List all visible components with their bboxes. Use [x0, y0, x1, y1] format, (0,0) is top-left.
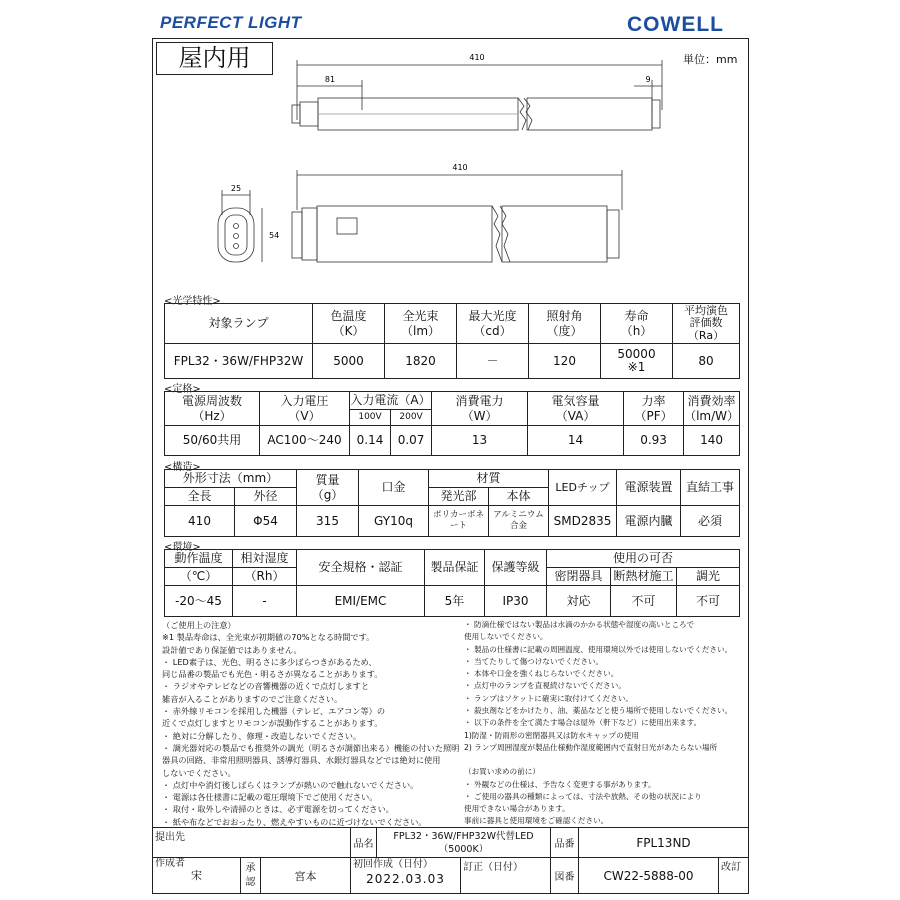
note-line: ・ 防滴仕様ではない製品は水滴のかかる状態や湿度の高いところで: [464, 620, 695, 629]
temp-unit: （℃）: [165, 568, 233, 586]
title-block: [152, 827, 749, 894]
optical-cell: 50000 ※1: [601, 344, 673, 379]
cap-header: 口金: [359, 470, 429, 506]
notes-right: [464, 619, 732, 828]
optical-header: 寿命 （h）: [601, 304, 673, 344]
note-line: ・ ラジオやテレビなどの音響機器の近くで点灯しますと: [162, 681, 370, 692]
rating-cell: 50/60共用: [165, 426, 260, 456]
dim-left: 81: [324, 75, 336, 84]
pf-header: 力率 （PF）: [624, 392, 684, 426]
structure-section-label: <構造>: [164, 462, 201, 473]
revised-label: 訂正（日付）: [461, 858, 551, 894]
warranty-header: 製品保証: [425, 550, 485, 586]
note-line: ・ ご使用の器具の種類によっては、寸法や放熱、その他の状況により: [464, 791, 702, 801]
created-cell: [351, 858, 461, 894]
note-line: ・ LED素子は、光色、明るさに多少ばらつきがあるため、: [162, 656, 377, 667]
approve-label: [241, 858, 261, 894]
brand-logo-perfect-light: PERFECT LIGHT: [160, 13, 302, 32]
created-date: 2022.03.03: [366, 872, 445, 886]
optical-cell: 1820: [385, 344, 457, 379]
notes-left: [162, 619, 459, 828]
optical-table: [164, 303, 740, 379]
optical-cell: 5000: [313, 344, 385, 379]
ip-header: 保護等級: [485, 550, 547, 586]
voltage-header: 入力電圧 （V）: [260, 392, 350, 426]
note-line: ・ 取付・取外しや清掃のときは、必ず電源を切ってください。: [162, 804, 394, 815]
weight-header: 質量 （g）: [297, 470, 359, 506]
note-line: ・ 点灯中や消灯後しばらくはランプが熱いので触れないでください。: [162, 779, 419, 790]
optical-cell: 80: [673, 344, 740, 379]
product-name: [377, 828, 551, 858]
environment-cell: EMI/EMC: [297, 586, 425, 617]
indoor-use-label: 屋内用: [156, 42, 273, 75]
dim-width: 25: [230, 184, 242, 193]
optical-cell: FPL32・36W/FHP32W: [165, 344, 313, 379]
note-line: 設計値であり保証値ではありません。: [162, 644, 302, 655]
environment-cell: 対応: [547, 586, 611, 617]
author-cell: [153, 858, 241, 894]
optical-header: 対象ランプ: [165, 304, 313, 344]
dim-right: 9: [645, 75, 651, 84]
length-header: 全長: [165, 488, 235, 506]
optical-header: 照射角 （度）: [529, 304, 601, 344]
chip-header: LEDチップ: [549, 470, 617, 506]
current-100v-header: 100V: [350, 410, 391, 426]
note-line: （お買い求めの前に）: [464, 767, 540, 777]
environment-cell: -: [233, 586, 297, 617]
diameter-header: 外径: [235, 488, 297, 506]
rating-cell: 0.07: [391, 426, 432, 456]
note-line: 1)防湿・防雨形の密閉器具又は防水キャップの使用: [464, 730, 639, 740]
note-line: 器具の回路、非常用照明器具、誘導灯器具、水銀灯器具などでは絶対に使用: [162, 755, 441, 766]
structure-cell: 必須: [681, 506, 740, 537]
approve-label-2: 認: [245, 876, 256, 888]
note-line: 近くで点灯しますとリモコンが誤動作することがあります。: [162, 718, 383, 729]
note-line: ・ 電源は各仕様書に記載の電圧環境下でご使用ください。: [162, 792, 378, 803]
structure-cell: ポリカーボネート: [429, 506, 489, 537]
revision-label: 改訂: [719, 858, 749, 894]
rating-cell: AC100～240: [260, 426, 350, 456]
note-line: ・ 外観などの仕様は、予告なく変更する事があります。: [464, 779, 656, 789]
rating-cell: 13: [432, 426, 528, 456]
structure-cell: Φ54: [235, 506, 297, 537]
note-line: ・ 以下の条件を全て満たす場合は屋外（軒下など）に使用出来ます。: [464, 718, 702, 728]
note-line: ・ ランプはソケットに確実に取付けてください。: [464, 693, 634, 703]
material-header: 材質: [429, 470, 549, 488]
note-line: ※1 製品寿命は、全光束が初期値の70%となる時間です。: [162, 632, 375, 643]
environment-section-label: <環境>: [164, 542, 201, 553]
structure-cell: 410: [165, 506, 235, 537]
note-line: 同じ品番の製品でも光色・明るさが異なることがあります。: [162, 669, 383, 680]
dim-total-mid: 410: [452, 163, 468, 172]
dimming-header: 調光: [677, 568, 740, 586]
product-name-line-1: FPL32・36W/FHP32W代替LED: [393, 830, 534, 842]
optical-header: 色温度 （K）: [313, 304, 385, 344]
current-200v-header: 200V: [391, 410, 432, 426]
optical-cell: －: [457, 344, 529, 379]
environment-cell: 5年: [425, 586, 485, 617]
optical-section-label: <光学特性>: [164, 296, 221, 307]
note-line: ・ 点灯中のランプを直視続けないでください。: [464, 681, 626, 691]
unit-label: 単位：mm: [683, 53, 738, 66]
brand-logo-cowell: COWELL: [627, 13, 724, 36]
dim-total-top: 410: [469, 53, 485, 62]
rating-cell: 0.93: [624, 426, 684, 456]
rating-section-label: <定格>: [164, 384, 201, 395]
environment-cell: -20～45: [165, 586, 233, 617]
technical-drawing: [152, 40, 749, 290]
optical-cell: 120: [529, 344, 601, 379]
structure-cell: アルミニウム合金: [489, 506, 549, 537]
structure-cell: SMD2835: [549, 506, 617, 537]
safety-header: 安全規格・認証: [297, 550, 425, 586]
note-line: ・ 殺虫剤などをかけたり、油、薬品などと使う場所で使用しないでください。: [464, 706, 733, 716]
note-line: （ご使用上の注意）: [162, 620, 236, 630]
dim-height: 54: [269, 231, 280, 240]
optical-header: 平均演色 評価数 （Ra）: [673, 304, 740, 344]
product-name-line-2: （5000K）: [438, 843, 489, 855]
name-label: 品名: [351, 828, 377, 858]
environment-cell: 不可: [611, 586, 677, 617]
va-header: 電気容量 （VA）: [528, 392, 624, 426]
current-header: 入力電流（A）: [350, 392, 432, 410]
rating-table: [164, 391, 740, 456]
humidity-header: 相対湿度: [233, 550, 297, 568]
created-label: 初回作成（日付）: [353, 859, 433, 870]
note-line: 雑音が入ることがありますのでご注意ください。: [162, 693, 343, 704]
code-label: 品番: [551, 828, 579, 858]
optical-header: 最大光度 （cd）: [457, 304, 529, 344]
note-line: ・ 絶対に分解したり、修理・改造しないでください。: [162, 730, 362, 741]
power-header: 消費電力 （W）: [432, 392, 528, 426]
drawing-number: CW22-5888-00: [579, 858, 719, 894]
rating-cell: 0.14: [350, 426, 391, 456]
submit-label: 提出先: [153, 828, 351, 858]
structure-cell: 315: [297, 506, 359, 537]
emitter-header: 発光部: [429, 488, 489, 506]
note-line: 使用できない場合があります。: [464, 804, 570, 814]
environment-cell: IP30: [485, 586, 547, 617]
enclosed-header: 密閉器具: [547, 568, 611, 586]
body-header: 本体: [489, 488, 549, 506]
optical-header: 全光束 （lm）: [385, 304, 457, 344]
structure-cell: 電源内臓: [617, 506, 681, 537]
note-line: 2) ランプ周囲湿度が製品仕様動作湿度範囲内で直射日光があたらない場所: [464, 742, 718, 752]
note-line: ・ 当てたりして傷つけないでください。: [464, 656, 604, 666]
structure-table: [164, 469, 740, 537]
environment-table: [164, 549, 740, 617]
note-line: 事前に器具と使用環境をご確認ください。: [464, 816, 609, 826]
product-code: FPL13ND: [579, 828, 749, 858]
author-label: 作成者: [155, 858, 185, 869]
environment-cell: 不可: [677, 586, 740, 617]
drawing-label: 図番: [551, 858, 579, 894]
eff-header: 消費効率 （lm/W）: [684, 392, 740, 426]
structure-cell: GY10q: [359, 506, 429, 537]
note-line: ・ 調光器対応の製品でも推奨外の調光（明るさが調節出来る）機能の付いた照明: [162, 742, 460, 753]
psu-header: 電源装置: [617, 470, 681, 506]
freq-header: 電源周波数 （Hz）: [165, 392, 260, 426]
temp-header: 動作温度: [165, 550, 233, 568]
insulation-header: 断熱材施工: [611, 568, 677, 586]
note-line: [464, 754, 732, 766]
rating-cell: 140: [684, 426, 740, 456]
note-line: ・ 製品の仕様書に記載の周囲温度、使用環境以外では使用しないでください。: [464, 644, 733, 654]
note-line: ・ 紙や布などでおおったり、燃えやすいものに近づけないでください。: [162, 816, 427, 827]
note-line: ・ 本体や口金を強くねじらないでください。: [464, 669, 619, 679]
author-name: 宋: [191, 869, 202, 882]
note-line: ・ 赤外線リモコンを採用した機器（テレビ、エアコン等）の: [162, 706, 386, 717]
rating-cell: 14: [528, 426, 624, 456]
approve-label-1: 承: [245, 862, 256, 874]
dims-header: 外形寸法（mm）: [165, 470, 297, 488]
note-line: しないでください。: [162, 767, 236, 778]
note-line: 使用しないでください。: [464, 632, 548, 642]
humidity-unit: （Rh）: [233, 568, 297, 586]
usage-header: 使用の可否: [547, 550, 740, 568]
approver-name: 宮本: [261, 858, 351, 894]
wiring-header: 直結工事: [681, 470, 740, 506]
